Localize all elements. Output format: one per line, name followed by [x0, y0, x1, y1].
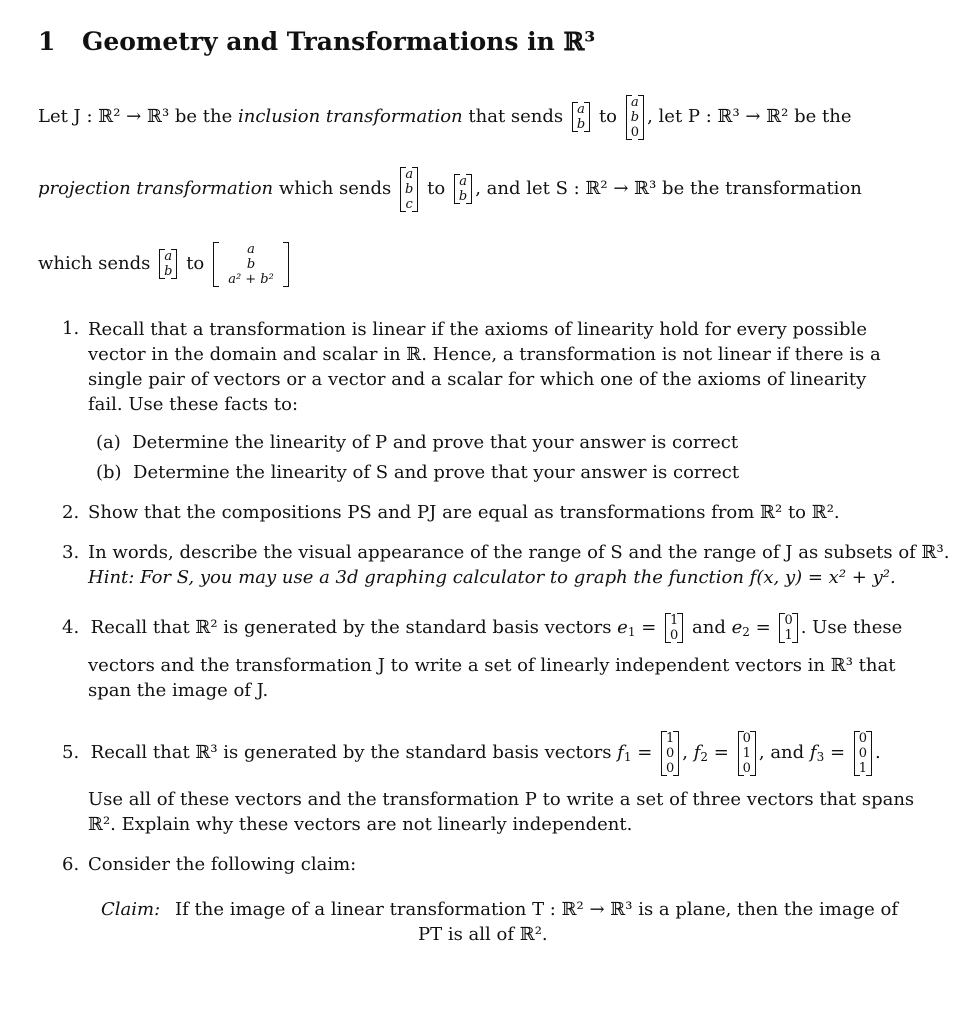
intro-emphasis: projection transformation [38, 178, 274, 199]
item-5-line-2: Use all of these vectors and the transformation P to write a set of three vectors that spans [88, 789, 915, 810]
item-4-text-b: . Use these [800, 617, 903, 638]
section-number: 1 [38, 27, 56, 56]
intro-emphasis: inclusion transformation [238, 106, 463, 127]
claim-line-2: PT is all of ℝ². [418, 924, 548, 945]
section-title [38, 27, 595, 56]
item-3-hint: Hint: For S, you may use a 3d graphing calculator to graph the function f(x, y) = x² + y². [88, 567, 896, 588]
matrix-f3: 0 0 1 [854, 731, 872, 776]
matrix-abc: a b c [400, 167, 418, 212]
item-4-text: Recall that ℝ² is generated by the standard basis vectors [90, 617, 612, 638]
item-5-line-1: 5. Recall that ℝ³ is generated by the standard basis vectors $f_1$ = 1 0 0 , $f_2$ = 0 1 0 , and $f_3$ = 0 0 1 . [62, 730, 881, 776]
intro-text: Let J : ℝ² → ℝ³ be the [38, 106, 233, 127]
item-number: 3. [62, 542, 80, 563]
item-3-text: In words, describe the visual appearance of the range of S and the range of J as subsets of ℝ³. [88, 542, 950, 563]
item-4-line-1: 4. Recall that ℝ² is generated by the standard basis vectors $e_1$ = 1 0 and $e_2$ = 0 1 . Use these [62, 613, 903, 643]
item-4-and: and [692, 617, 726, 638]
claim-line-1: If the image of a linear transformation T : ℝ² → ℝ³ is a plane, then the image of [175, 899, 899, 920]
intro-text: to [186, 253, 205, 274]
intro-line-3 [38, 234, 292, 294]
item-5-text: Recall that ℝ³ is generated by the standard basis vectors [90, 742, 612, 763]
intro-text: to [427, 178, 446, 199]
matrix-e1: 1 0 [665, 613, 683, 643]
matrix-f2: 0 1 0 [738, 731, 756, 776]
item-1b: (b) Determine the linearity of S and prove that your answer is correct [96, 462, 740, 483]
item-1-text: Recall that a transformation is linear if the axioms of linearity hold for every possible vector in the domain and scalar in ℝ. Hence, a transformation is not linear if there is a single pair of vectors or a vector and a scalar for which one of the axioms of linearity fail. Use these facts to: [88, 319, 881, 415]
intro-text: , let P : ℝ³ → ℝ² be the [647, 106, 852, 127]
matrix-ab-2: a b [454, 174, 472, 204]
matrix-aba2b2: a b a² + b² [213, 242, 289, 287]
matrix-ab: a b [572, 102, 590, 132]
item-number: 6. [62, 854, 80, 875]
matrix-ab-3: a b [159, 249, 177, 279]
claim-label: Claim: [101, 899, 161, 920]
matrix-f1: 1 0 0 [661, 731, 679, 776]
section-title-text: Geometry and Transformations in ℝ³ [82, 27, 596, 56]
intro-text: that sends [468, 106, 564, 127]
item-2-text: Show that the compositions PS and PJ are equal as transformations from ℝ² to ℝ². [88, 502, 840, 523]
intro-text: which sends [38, 253, 151, 274]
item-4-line-3: span the image of J. [88, 680, 269, 701]
intro-text: which sends [278, 178, 392, 199]
matrix-e2: 0 1 [779, 613, 797, 643]
item-1b-text: Determine the linearity of S and prove that your answer is correct [133, 462, 740, 483]
item-6-text: Consider the following claim: [88, 854, 357, 875]
intro-text: to [598, 106, 618, 127]
item-1a-text: Determine the linearity of P and prove that your answer is correct [132, 432, 739, 453]
item-4-line-2: vectors and the transformation J to write a set of linearly independent vectors in ℝ³ that [88, 655, 896, 676]
item-5-line-3: ℝ². Explain why these vectors are not linearly independent. [88, 814, 633, 835]
item-number: 1. [62, 318, 80, 339]
intro-line-2 [38, 162, 862, 216]
matrix-ab0: a b 0 [626, 95, 644, 140]
item-5-and: , and [758, 742, 805, 763]
intro-line-1 [38, 90, 852, 144]
item-1a: (a) Determine the linearity of P and prove that your answer is correct [96, 432, 739, 453]
item-number: 2. [62, 502, 80, 523]
intro-text: , and let S : ℝ² → ℝ³ be the transformation [475, 178, 862, 199]
